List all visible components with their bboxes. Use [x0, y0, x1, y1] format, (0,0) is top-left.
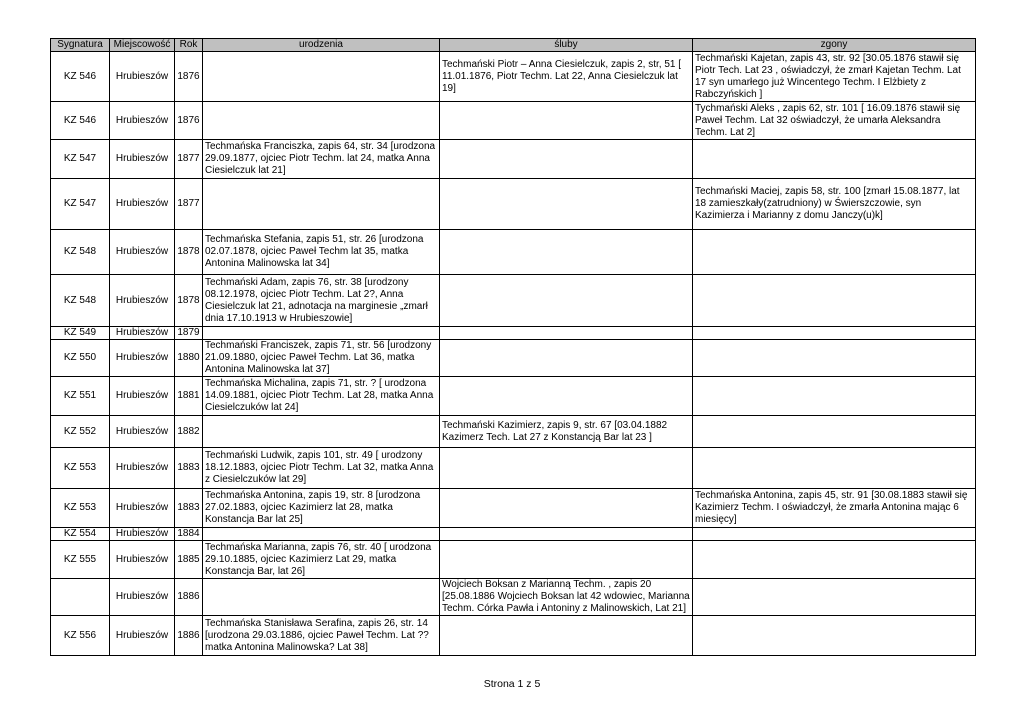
cell-zgony — [693, 230, 976, 275]
cell-rok: 1881 — [175, 377, 203, 416]
table-row — [51, 541, 976, 579]
cell-sygnatura: KZ 548 — [51, 275, 110, 327]
cell-miejscowosc: Hrubieszów — [110, 416, 175, 448]
cell-rok: 1886 — [175, 616, 203, 656]
cell-miejscowosc: Hrubieszów — [110, 52, 175, 102]
cell-urodzenia: Techmański Franciszek, zapis 71, str. 56 [urodzony 21.09.1880, ojciec Paweł Techm. Lat 36, matka Antonina Malinowska lat 37] — [203, 340, 440, 377]
cell-rok: 1876 — [175, 102, 203, 140]
cell-miejscowosc: Hrubieszów — [110, 230, 175, 275]
cell-miejscowosc: Hrubieszów — [110, 340, 175, 377]
cell-zgony: Techmański Kajetan, zapis 43, str. 92 [30.05.1876 stawił się Piotr Tech. Lat 23 , oświadczył, że zmarł Kajetan Techm. Lat 17 syn umarłego już Wincentego Techm. I Elżbiety z Rabczyńskich ] — [693, 52, 976, 102]
cell-miejscowosc: Hrubieszów — [110, 102, 175, 140]
cell-zgony — [693, 616, 976, 656]
table-row — [51, 448, 976, 489]
cell-rok: 1882 — [175, 416, 203, 448]
table-row — [51, 489, 976, 528]
cell-rok: 1883 — [175, 448, 203, 489]
cell-sygnatura: KZ 548 — [51, 230, 110, 275]
cell-urodzenia: Techmańska Stanisława Serafina, zapis 26, str. 14 [urodzona 29.03.1886, ojciec Paweł Techm. Lat ?? matka Antonina Malinowska? Lat 38] — [203, 616, 440, 656]
cell-sygnatura — [51, 579, 110, 616]
cell-urodzenia — [203, 528, 440, 541]
cell-miejscowosc: Hrubieszów — [110, 528, 175, 541]
cell-sluby — [440, 230, 693, 275]
cell-rok: 1877 — [175, 140, 203, 179]
cell-sluby — [440, 327, 693, 340]
cell-miejscowosc: Hrubieszów — [110, 448, 175, 489]
header-zgony: zgony — [693, 39, 976, 52]
header-rok: Rok — [175, 39, 203, 52]
table-row — [51, 616, 976, 656]
page-footer: Strona 1 z 5 — [483, 678, 541, 690]
cell-sluby — [440, 541, 693, 579]
cell-rok: 1879 — [175, 327, 203, 340]
cell-urodzenia: Techmańska Antonina, zapis 19, str. 8 [urodzona 27.02.1883, ojciec Kazimierz lat 28, matka Konstancja Bar lat 25] — [203, 489, 440, 528]
cell-urodzenia — [203, 416, 440, 448]
cell-zgony — [693, 448, 976, 489]
cell-sluby — [440, 179, 693, 230]
cell-urodzenia: Techmańska Franciszka, zapis 64, str. 34 [urodzona 29.09.1877, ojciec Piotr Techm. lat 24, matka Anna Ciesielczuk lat 21] — [203, 140, 440, 179]
cell-sluby — [440, 140, 693, 179]
cell-miejscowosc: Hrubieszów — [110, 275, 175, 327]
cell-sluby — [440, 340, 693, 377]
cell-sluby: Wojciech Boksan z Marianną Techm. , zapis 20 [25.08.1886 Wojciech Boksan lat 42 wdowiec, Marianna Techm. Córka Pawła i Antoniny z Malinowskich, Lat 21] — [440, 579, 693, 616]
cell-miejscowosc: Hrubieszów — [110, 541, 175, 579]
header-urodzenia: urodzenia — [203, 39, 440, 52]
cell-sluby — [440, 102, 693, 140]
cell-sygnatura: KZ 546 — [51, 52, 110, 102]
cell-miejscowosc: Hrubieszów — [110, 489, 175, 528]
cell-rok: 1878 — [175, 275, 203, 327]
cell-zgony — [693, 327, 976, 340]
cell-urodzenia — [203, 52, 440, 102]
cell-sluby — [440, 528, 693, 541]
cell-urodzenia: Techmańska Michalina, zapis 71, str. ? [ urodzona 14.09.1881, ojciec Piotr Techm. Lat 28, matka Anna Ciesielczuków lat 24] — [203, 377, 440, 416]
cell-rok: 1877 — [175, 179, 203, 230]
records-table — [50, 38, 976, 656]
cell-sluby — [440, 448, 693, 489]
cell-rok: 1880 — [175, 340, 203, 377]
cell-rok: 1878 — [175, 230, 203, 275]
table-row — [51, 528, 976, 541]
cell-sygnatura: KZ 556 — [51, 616, 110, 656]
cell-sygnatura: KZ 547 — [51, 179, 110, 230]
cell-zgony — [693, 340, 976, 377]
cell-urodzenia — [203, 102, 440, 140]
cell-miejscowosc: Hrubieszów — [110, 579, 175, 616]
cell-sluby — [440, 489, 693, 528]
header-sygnatura: Sygnatura — [51, 39, 110, 52]
cell-urodzenia: Techmańska Marianna, zapis 76, str. 40 [ urodzona 29.10.1885, ojciec Kazimierz Lat 29, matka Konstancja Bar, lat 26] — [203, 541, 440, 579]
cell-sygnatura: KZ 550 — [51, 340, 110, 377]
cell-urodzenia — [203, 579, 440, 616]
cell-sygnatura: KZ 553 — [51, 448, 110, 489]
cell-zgony — [693, 377, 976, 416]
cell-zgony — [693, 140, 976, 179]
cell-miejscowosc: Hrubieszów — [110, 616, 175, 656]
table-row — [51, 230, 976, 275]
cell-sluby: Techmański Piotr – Anna Ciesielczuk, zapis 2, str, 51 [ 11.01.1876, Piotr Techm. Lat 22, Anna Ciesielczuk lat 19] — [440, 52, 693, 102]
cell-miejscowosc: Hrubieszów — [110, 140, 175, 179]
cell-urodzenia — [203, 179, 440, 230]
header-row — [51, 39, 976, 52]
cell-urodzenia: Techmański Adam, zapis 76, str. 38 [urodzony 08.12.1978, ojciec Piotr Techm. Lat 2?, Anna Ciesielczuk lat 21, adnotacja na marginesie „zmarł dnia 17.10.1913 w Hrubieszowie] — [203, 275, 440, 327]
table-row — [51, 579, 976, 616]
cell-rok: 1884 — [175, 528, 203, 541]
cell-sygnatura: KZ 553 — [51, 489, 110, 528]
table-row — [51, 416, 976, 448]
cell-sluby: Techmański Kazimierz, zapis 9, str. 67 [03.04.1882 Kazimerz Tech. Lat 27 z Konstancją Bar lat 23 ] — [440, 416, 693, 448]
table-row — [51, 140, 976, 179]
cell-sluby — [440, 377, 693, 416]
cell-zgony — [693, 528, 976, 541]
cell-miejscowosc: Hrubieszów — [110, 179, 175, 230]
cell-zgony — [693, 541, 976, 579]
cell-zgony — [693, 416, 976, 448]
cell-sygnatura: KZ 552 — [51, 416, 110, 448]
header-sluby: śluby — [440, 39, 693, 52]
cell-rok: 1876 — [175, 52, 203, 102]
cell-zgony — [693, 275, 976, 327]
table-row — [51, 52, 976, 102]
cell-sygnatura: KZ 551 — [51, 377, 110, 416]
cell-zgony — [693, 579, 976, 616]
cell-sygnatura: KZ 554 — [51, 528, 110, 541]
table-row — [51, 327, 976, 340]
cell-sygnatura: KZ 549 — [51, 327, 110, 340]
cell-sygnatura: KZ 547 — [51, 140, 110, 179]
cell-sygnatura: KZ 546 — [51, 102, 110, 140]
header-miejscowosc: Miejscowość — [110, 39, 175, 52]
cell-miejscowosc: Hrubieszów — [110, 377, 175, 416]
cell-urodzenia: Techmański Ludwik, zapis 101, str. 49 [ urodzony 18.12.1883, ojciec Piotr Techm. Lat 32, matka Anna z Ciesielczuków lat 29] — [203, 448, 440, 489]
cell-zgony: Techmańska Antonina, zapis 45, str. 91 [30.08.1883 stawił się Kazimierz Techm. I oświadczył, że zmarła Antonina mając 6 miesięcy] — [693, 489, 976, 528]
cell-rok: 1886 — [175, 579, 203, 616]
table-row — [51, 377, 976, 416]
cell-urodzenia: Techmańska Stefania, zapis 51, str. 26 [urodzona 02.07.1878, ojciec Paweł Techm lat 35, matka Antonina Malinowska lat 34] — [203, 230, 440, 275]
cell-zgony: Tychmański Aleks , zapis 62, str. 101 [ 16.09.1876 stawił się Paweł Techm. Lat 32 oświadczył, że umarła Aleksandra Techm. Lat 2] — [693, 102, 976, 140]
cell-miejscowosc: Hrubieszów — [110, 327, 175, 340]
cell-sygnatura: KZ 555 — [51, 541, 110, 579]
cell-urodzenia — [203, 327, 440, 340]
cell-rok: 1883 — [175, 489, 203, 528]
table-row — [51, 340, 976, 377]
cell-rok: 1885 — [175, 541, 203, 579]
cell-sluby — [440, 275, 693, 327]
cell-zgony: Techmański Maciej, zapis 58, str. 100 [zmarł 15.08.1877, lat 18 zamieszkały(zatrudniony) w Świerszczowie, syn Kazimierza i Marianny z domu Janczy(u)k] — [693, 179, 976, 230]
table-row — [51, 179, 976, 230]
cell-sluby — [440, 616, 693, 656]
table-row — [51, 102, 976, 140]
table-row — [51, 275, 976, 327]
